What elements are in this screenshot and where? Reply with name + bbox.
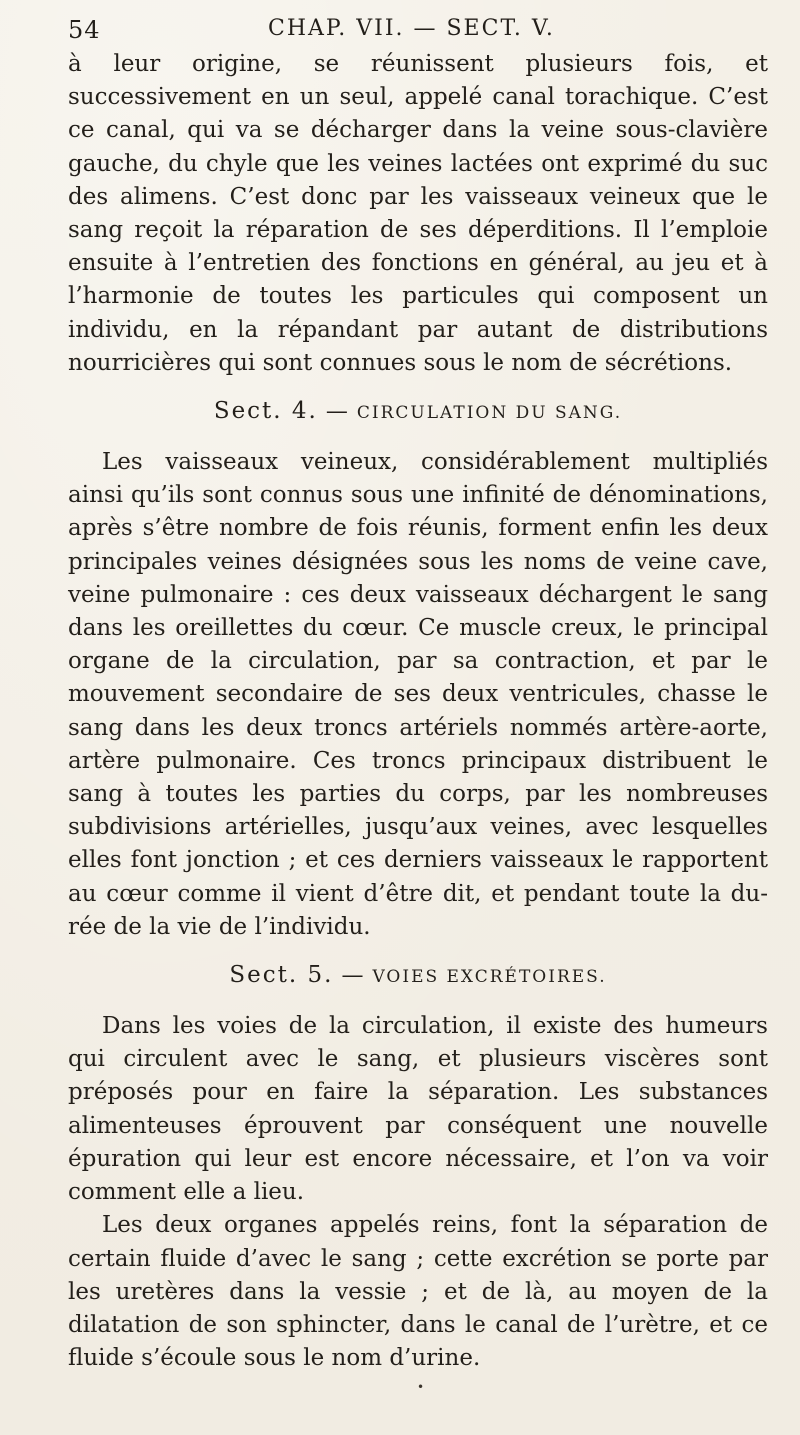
page-body: [68, 48, 768, 1375]
page-number: 54: [68, 16, 101, 44]
section-heading-4: [68, 396, 768, 428]
section-title: VOIES EXCRÉTOIRES.: [372, 967, 607, 988]
paragraph-humeurs: Dans les voies de la circulation, il existe des humeurs qui circulent avec le sang, et plusieurs viscères sont préposés pour en faire la séparation. Les substances alimenteuses éprouvent par conséquent une nouvelle épuration qui leur est encore nécessaire, et l’on va voir comment elle a lieu.: [68, 1013, 768, 1206]
signature-mark: •: [417, 1380, 425, 1394]
paragraph-reins: Les deux organes appelés reins, font la séparation de certain fluide d’avec le sang ; cette excrétion se porte par les uretères dans la vessie ; et de là, au moyen de la dilatation de son sphincter, dans le canal de l’urètre, et ce fluide s’écoule sous le nom d’urine.: [68, 1212, 768, 1372]
section-dash: —: [325, 399, 349, 425]
section-number: Sect. 5.: [229, 962, 334, 989]
page-header: [68, 10, 768, 50]
running-head: CHAP. VII. — SECT. V.: [268, 16, 555, 41]
section-dash: —: [341, 963, 365, 989]
section-heading-5: [68, 960, 768, 992]
paragraph-circulation: Les vaisseaux veineux, considérablement multipliés ainsi qu’ils sont connus sous une infinité de dénominations, après s’être nombre de fois réunis, forment enfin les deux principales veines désignées sous les noms de veine cave, veine pulmonaire : ces deux vaisseaux déchargent le sang dans les oreillettes du cœur. Ce muscle creux, le principal organe de la circulation, par sa contraction, et par le mouvement secondaire de ses deux ventricules, chasse le sang dans les deux troncs artériels nommés artère-aorte, artère pulmonaire. Ces troncs principaux distribuent le sang à toutes les parties du corps, par les nombreuses subdivisions artérielles, jusqu’aux veines, avec lesquelles elles font jonction ; et ces derniers vaisseaux le rapportent au cœur comme il vient d’être dit, et pendant toute la durée de la vie de l’individu.: [68, 449, 768, 940]
paragraph-chyle: à leur origine, se réunissent plusieurs fois, et successivement en un seul, appelé canal torachique. C’est ce canal, qui va se décharger dans la veine sous-clavière gauche, du chyle que les veines lactées ont exprimé du suc des alimens. C’est donc par les vaisseaux veineux que le sang reçoit la réparation de ses déperditions. Il l’emploie ensuite à l’entretien des fonctions en général, au jeu et à l’harmonie de toutes les particules qui composent un individu, en la répandant par autant de distributions nourricières qui sont connues sous le nom de sécrétions.: [68, 51, 768, 376]
section-title: CIRCULATION DU SANG.: [356, 403, 623, 424]
section-number: Sect. 4.: [213, 398, 318, 425]
